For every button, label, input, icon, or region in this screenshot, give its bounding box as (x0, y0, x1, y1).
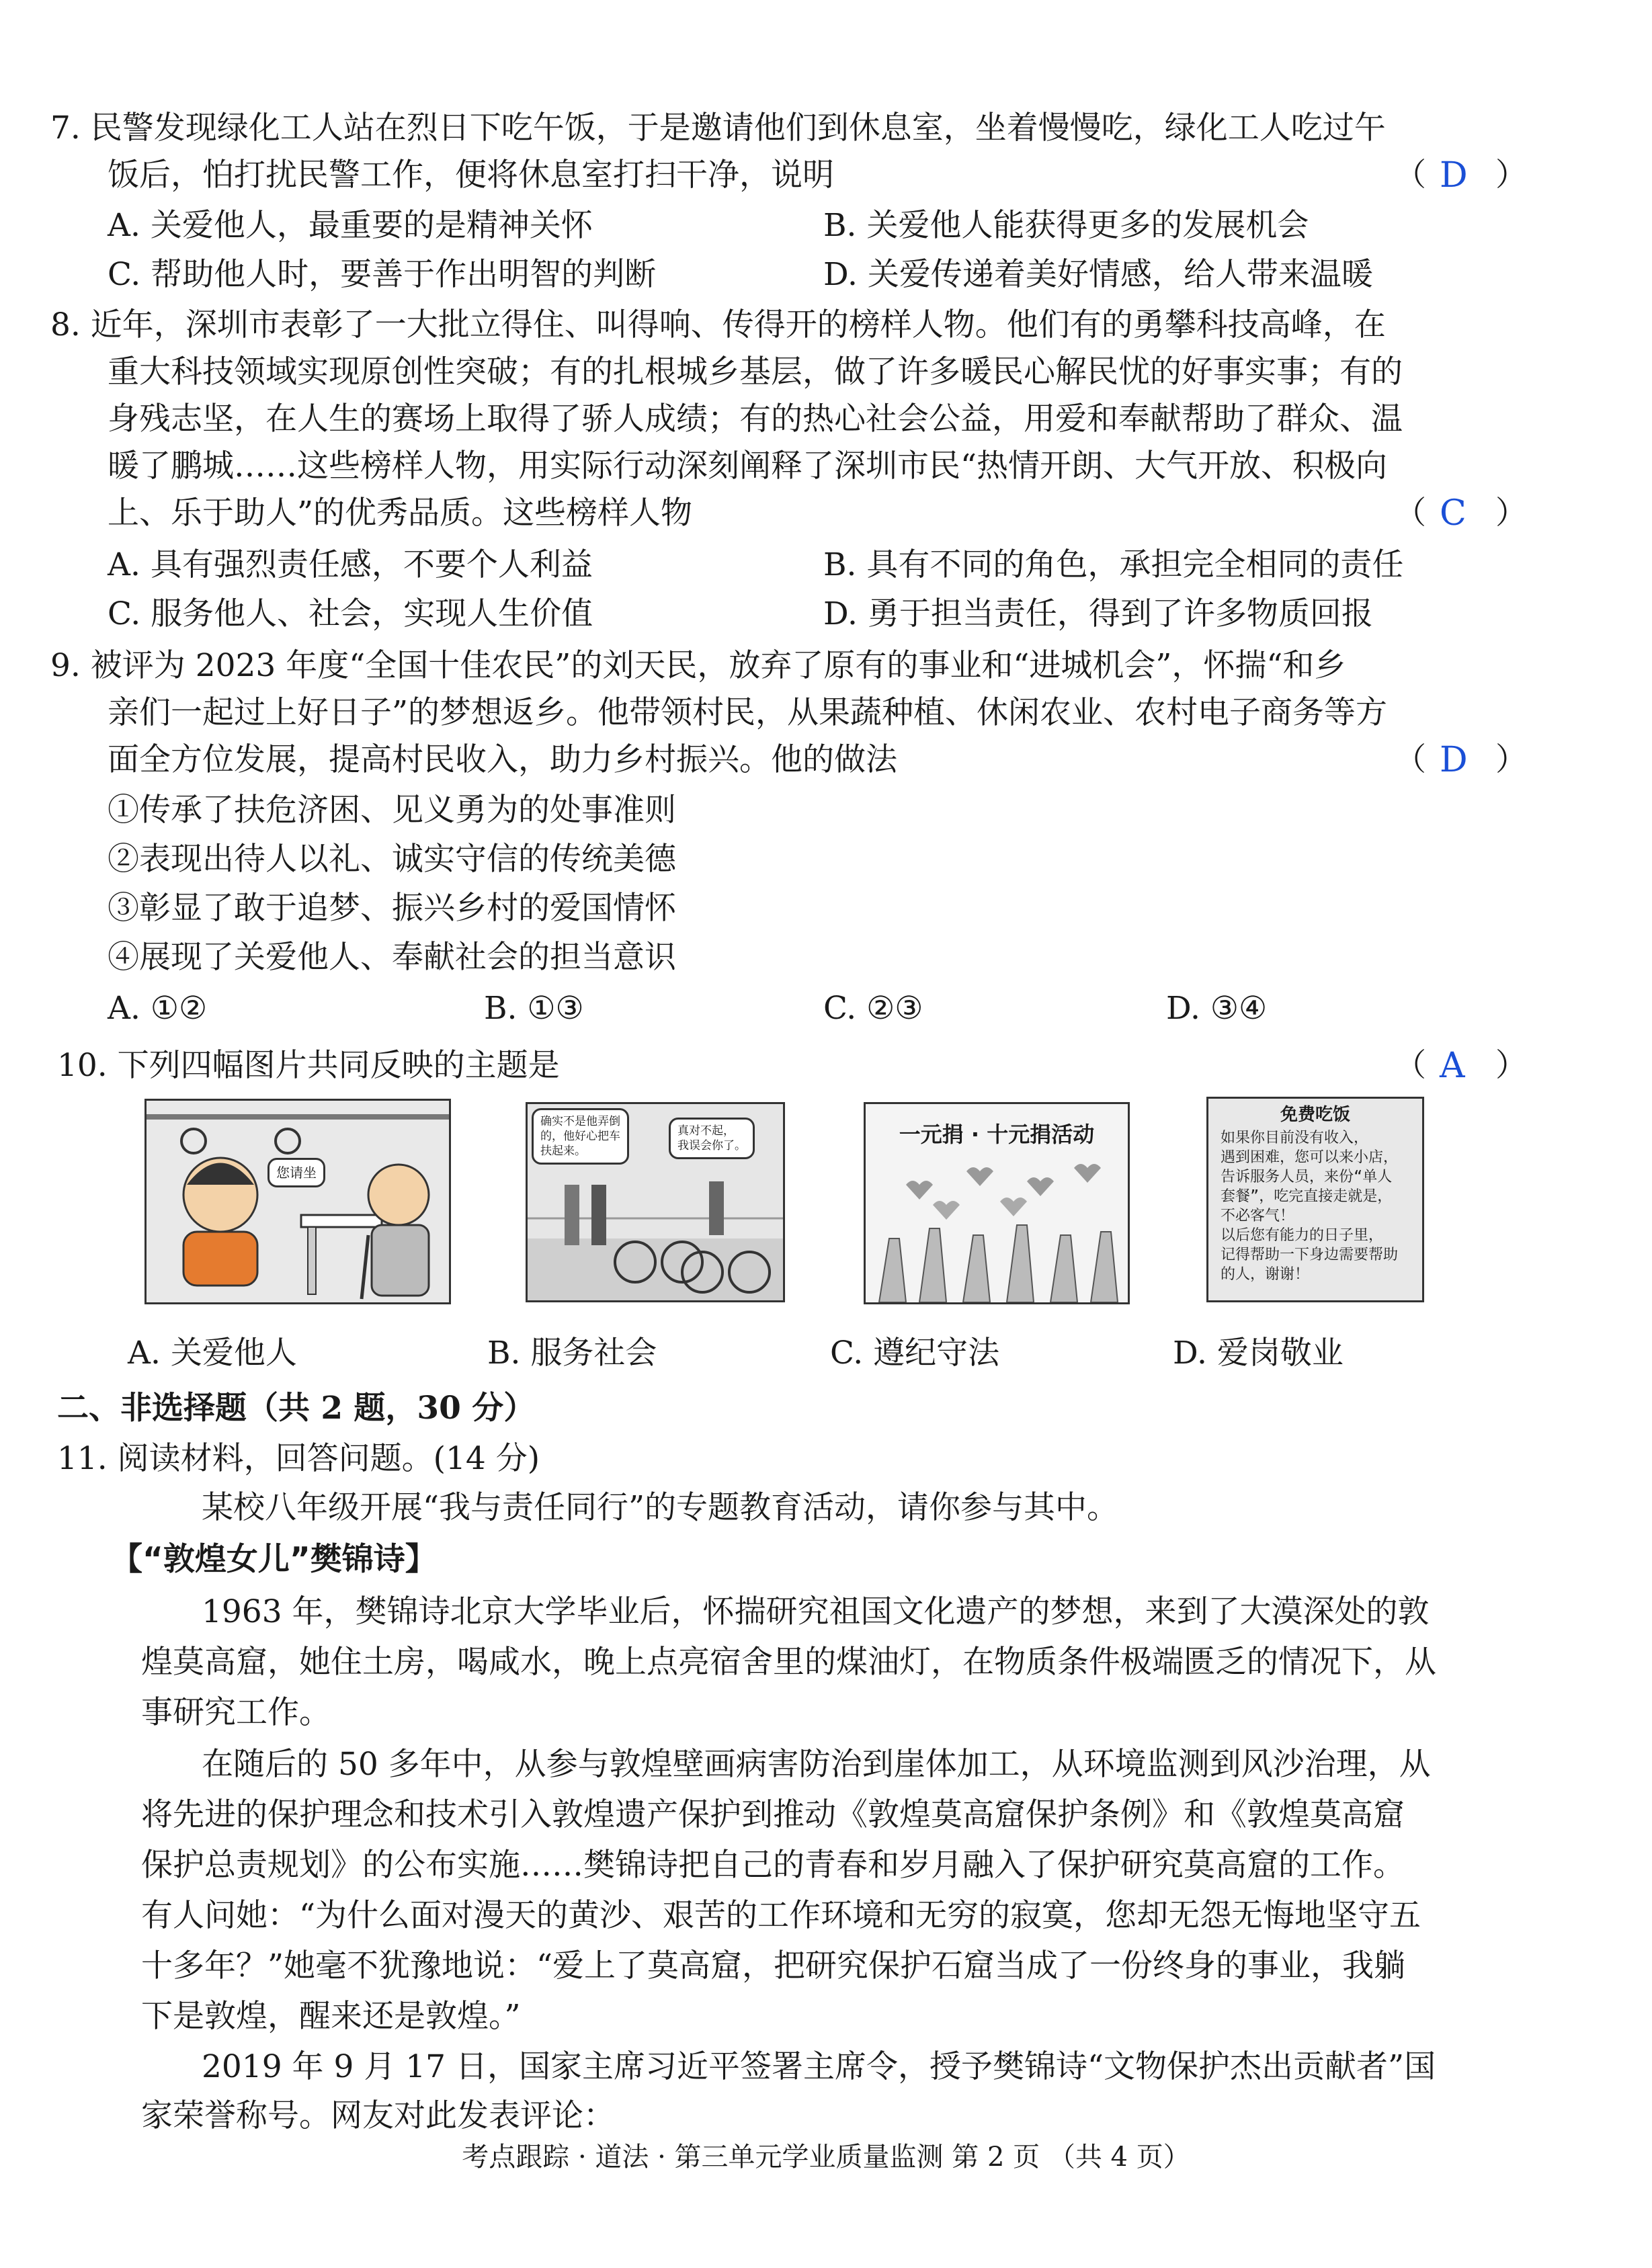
q7-stem-line2: 饭后，怕打扰民警工作，便将休息室打扫干净，说明 (108, 157, 834, 194)
q8-paren-open: （ (1395, 495, 1426, 532)
q10-paren-open: （ (1395, 1047, 1426, 1084)
picture-b-speech-bubble-1: 确实不是他弄倒 的，他好心把车 扶起来。 (532, 1108, 629, 1165)
q11-p2-line1: 在随后的 50 多年中，从参与敦煌壁画病害防治到崖体加工，从环境监测到风沙治理，从 (202, 1746, 1431, 1783)
q11-intro: 某校八年级开展“我与责任同行”的专题教育活动，请你参与其中。 (202, 1489, 1119, 1526)
picture-a (144, 1099, 451, 1304)
q11-p3-line2: 家荣誉称号。网友对此发表评论： (141, 2097, 615, 2134)
q11-p3-line1: 2019 年 9 月 17 日，国家主席习近平签署主席令，授予樊锦诗“文物保护杰出贡献者”国 (202, 2048, 1436, 2085)
q8-option-d: D. 勇于担当责任，得到了许多物质回报 (823, 595, 1373, 632)
picture-d-title: 免费吃饭 (1280, 1105, 1350, 1125)
q8-stem-line1: 8. 近年，深圳市表彰了一大批立得住、叫得响、传得开的榜样人物。他们有的勇攀科技高峰，在 (50, 306, 1386, 343)
picture-b (526, 1102, 785, 1302)
picture-c-title: 一元捐 · 十元捐活动 (899, 1122, 1095, 1147)
q9-statement-1: ①传承了扶危济困、见义勇为的处事准则 (108, 792, 676, 829)
q10-option-d: D. 爱岗敬业 (1173, 1335, 1344, 1372)
q11-stem: 11. 阅读材料，回答问题。(14 分) (57, 1440, 540, 1477)
q8-stem-line3: 身残志坚，在人生的赛场上取得了骄人成绩；有的热心社会公益，用爱和奉献帮助了群众、温 (108, 401, 1403, 437)
q10-option-b: B. 服务社会 (487, 1335, 657, 1372)
q8-option-c: C. 服务他人、社会，实现人生价值 (108, 595, 593, 632)
q9-stem-line1: 9. 被评为 2023 年度“全国十佳农民”的刘天民，放弃了原有的事业和“进城机会”，怀揣“和乡 (50, 647, 1346, 684)
hands-and-hearts-illustration (866, 1104, 1128, 1302)
q11-p1-line3: 事研究工作。 (141, 1694, 331, 1731)
q10-stem: 10. 下列四幅图片共同反映的主题是 (57, 1047, 560, 1084)
seat-offering-illustration (147, 1101, 449, 1302)
q8-answer: C (1440, 493, 1467, 534)
q7-option-a: A. 关爱他人，最重要的是精神关怀 (108, 207, 593, 244)
q9-stem-line3: 面全方位发展，提高村民收入，助力乡村振兴。他的做法 (108, 741, 897, 778)
q9-option-b: B. ①③ (484, 990, 584, 1027)
q9-option-c: C. ②③ (823, 990, 923, 1027)
q8-paren-close: ） (1495, 495, 1527, 532)
q11-p2-line3: 保护总责规划》的公布实施……樊锦诗把自己的青春和岁月融入了保护研究莫高窟的工作。 (141, 1847, 1405, 1884)
q9-paren-open: （ (1395, 741, 1426, 778)
q10-option-c: C. 遵纪守法 (830, 1335, 1000, 1372)
q9-answer: D (1440, 740, 1468, 780)
q7-option-b: B. 关爱他人能获得更多的发展机会 (823, 207, 1309, 244)
q7-paren-close: ） (1495, 157, 1527, 194)
section-2-heading: 二、非选择题（共 2 题，30 分） (57, 1390, 536, 1427)
q9-stem-line2: 亲们一起过上好日子”的梦想返乡。他带领村民，从果蔬种植、休闲农业、农村电子商务等方 (108, 694, 1388, 731)
q9-option-a: A. ①② (108, 990, 208, 1027)
picture-a-speech-bubble: 您请坐 (267, 1158, 325, 1187)
q11-p1-line1: 1963 年，樊锦诗北京大学毕业后，怀揣研究祖国文化遗产的梦想，来到了大漠深处的敦 (202, 1593, 1430, 1630)
q11-p1-line2: 煌莫高窟，她住土房，喝咸水，晚上点亮宿舍里的煤油灯，在物质条件极端匮乏的情况下，从 (141, 1644, 1436, 1681)
q11-p2-line2: 将先进的保护理念和技术引入敦煌遗产保护到推动《敦煌莫高窟保护条例》和《敦煌莫高窟 (141, 1796, 1405, 1833)
q8-stem-line2: 重大科技领域实现原创性突破；有的扎根城乡基层，做了许多暖民心解民忧的好事实事；有的 (108, 353, 1403, 390)
q8-stem-line4: 暖了鹏城……这些榜样人物，用实际行动深刻阐释了深圳市民“热情开朗、大气开放、积极向 (108, 448, 1388, 485)
q9-statement-3: ③彰显了敢于追梦、振兴乡村的爱国情怀 (108, 890, 676, 927)
q8-option-b: B. 具有不同的角色，承担完全相同的责任 (823, 546, 1404, 583)
q8-option-a: A. 具有强烈责任感，不要个人利益 (108, 546, 593, 583)
q9-option-d: D. ③④ (1166, 990, 1268, 1027)
q9-statement-2: ②表现出待人以礼、诚实守信的传统美德 (108, 841, 676, 878)
q7-paren-open: （ (1395, 157, 1426, 194)
picture-b-speech-bubble-2: 真对不起， 我误会你了。 (669, 1118, 755, 1159)
picture-d (1206, 1097, 1424, 1302)
q10-paren-close: ） (1495, 1047, 1527, 1084)
q11-material-heading: 【“敦煌女儿”樊锦诗】 (111, 1541, 437, 1578)
q7-stem-line1: 7. 民警发现绿化工人站在烈日下吃午饭，于是邀请他们到休息室，坐着慢慢吃，绿化工人吃过午 (50, 110, 1386, 146)
q7-option-c: C. 帮助他人时，要善于作出明智的判断 (108, 256, 657, 293)
picture-d-notice-text: 如果你目前没有收入， 遇到困难，您可以来小店， 告诉服务人员，来份“单人 套餐”，吃完直接走就是， 不必客气！ 以后您有能力的日子里， 记得帮助一下身边需要帮助 的人，谢谢！ (1221, 1130, 1399, 1283)
q8-stem-line5: 上、乐于助人”的优秀品质。这些榜样人物 (108, 495, 693, 532)
q9-statement-4: ④展现了关爱他人、奉献社会的担当意识 (108, 939, 676, 976)
picture-c (864, 1102, 1130, 1304)
q7-option-d: D. 关爱传递着美好情感，给人带来温暖 (823, 256, 1373, 293)
q10-answer: A (1440, 1046, 1465, 1086)
q10-option-a: A. 关爱他人 (128, 1335, 297, 1372)
page-footer: 考点跟踪 · 道法 · 第三单元学业质量监测 第 2 页 （共 4 页） (462, 2142, 1190, 2173)
q7-answer: D (1440, 155, 1468, 196)
q11-p2-line6: 下是敦煌，醒来还是敦煌。” (141, 1998, 521, 2035)
q11-p2-line5: 十多年？”她毫不犹豫地说：“爱上了莫高窟，把研究保护石窟当成了一份终身的事业，我躺 (141, 1947, 1406, 1984)
q11-p2-line4: 有人问她：“为什么面对漫天的黄沙、艰苦的工作环境和无穷的寂寞，您却无怨无悔地坚守五 (141, 1897, 1421, 1934)
q9-paren-close: ） (1495, 741, 1527, 778)
